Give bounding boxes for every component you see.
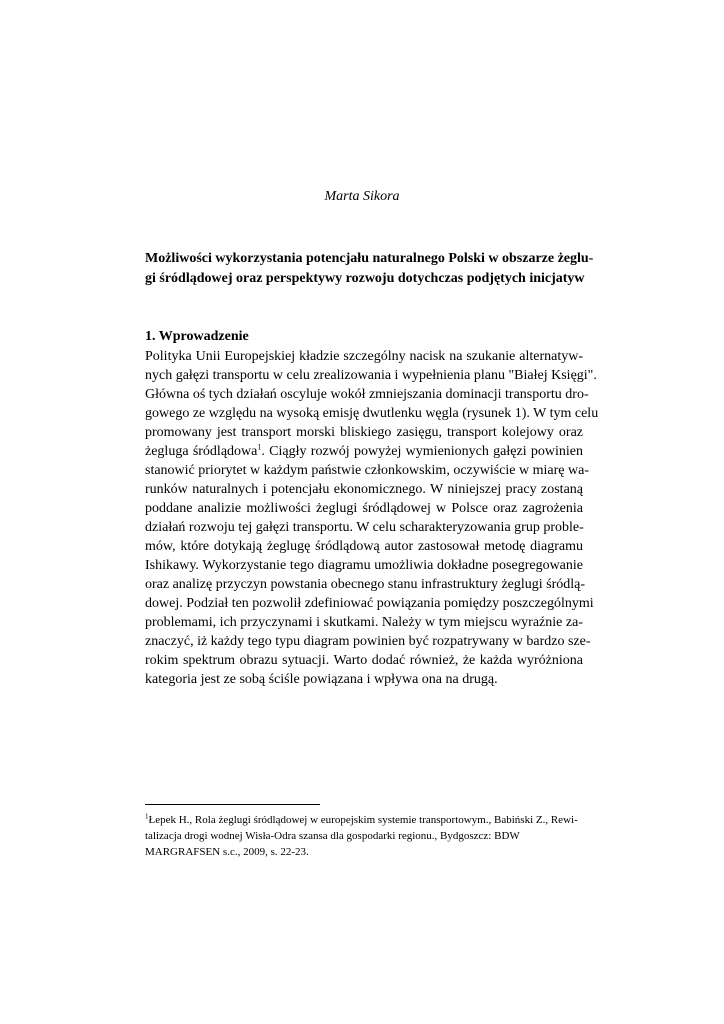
body-line-with-footnote-ref <box>145 442 583 461</box>
title-line: Możliwości wykorzystania potencjału naturalnego Polski w obszarze żeglu- <box>145 251 594 266</box>
body-line: runków naturalnych i potencjału ekonomicznego. W niniejszej pracy zostaną <box>145 482 583 497</box>
body-line: działań rozwoju tej gałęzi transportu. W celu scharakteryzowania grup proble- <box>145 520 584 535</box>
footnote-line: talizacja drogi wodnej Wisła-Odra szansa dla gospodarki regionu., Bydgoszcz: BDW <box>145 830 520 842</box>
footnote-reference[interactable]: 1 <box>257 442 262 452</box>
title-line: gi śródlądowej oraz perspektywy rozwoju dotychczas podjętych inicjatyw <box>145 271 585 286</box>
body-line: znaczyć, iż każdy tego typu diagram powinien być rozpatrywany w bardzo sze- <box>145 634 591 649</box>
footnote <box>145 812 583 860</box>
footnote-separator <box>145 804 320 805</box>
body-line: Ishikawy. Wykorzystanie tego diagramu umożliwia dokładne posegregowanie <box>145 558 583 573</box>
footnote-line <box>145 812 583 828</box>
body-text-fragment: żegluga śródlądowa <box>145 444 258 459</box>
body-line: rokim spektrum obrazu sytuacji. Warto dodać również, że każda wyróżniona <box>145 653 583 668</box>
paper-title <box>145 249 594 289</box>
body-line: nych gałęzi transportu w celu zrealizowania i wypełnienia planu "Białej Księgi". <box>145 368 597 383</box>
body-line: poddane analizie możliwości żeglugi śródlądowej w Polsce oraz zagrożenia <box>145 501 583 516</box>
body-line: kategoria jest ze sobą ściśle powiązana i wpływa ona na drugą. <box>145 672 498 687</box>
body-line: Główna oś tych działań oscyluje wokół zmniejszania dominacji transportu dro- <box>145 387 589 402</box>
section-heading: 1. Wprowadzenie <box>145 329 249 344</box>
footnote-line: MARGRAFSEN s.c., 2009, s. 22-23. <box>145 846 309 858</box>
body-line: problemami, ich przyczynami i skutkami. Należy w tym miejscu wyraźnie za- <box>145 615 583 630</box>
section-body <box>145 347 599 689</box>
footnote-text: Łepek H., Rola żeglugi śródlądowej w europejskim systemie transportowym., Babiński Z., Rewi- <box>148 814 578 826</box>
body-line: Polityka Unii Europejskiej kładzie szczególny nacisk na szukanie alternatyw- <box>145 349 583 364</box>
body-line: dowej. Podział ten pozwolił zdefiniować powiązania pomiędzy poszczególnymi <box>145 596 594 611</box>
footnote-marker: 1 <box>145 812 149 821</box>
body-line: stanowić priorytet w każdym państwie członkowskim, oczywiście w miarę wa- <box>145 463 589 478</box>
body-line: promowany jest transport morski bliskiego zasięgu, transport kolejowy oraz <box>145 425 583 440</box>
author-name: Marta Sikora <box>324 189 400 204</box>
body-line: mów, które dotykają żeglugę śródlądową autor zastosował metodę diagramu <box>145 539 583 554</box>
body-line: oraz analizę przyczyn powstania obecnego stanu infrastruktury żeglugi śródlą- <box>145 577 586 592</box>
body-text-fragment: . Ciągły rozwój powyżej wymienionych gałęzi powinien <box>261 444 583 459</box>
body-line: gowego ze względu na wysoką emisję dwutlenku węgla (rysunek 1). W tym celu <box>145 406 599 421</box>
